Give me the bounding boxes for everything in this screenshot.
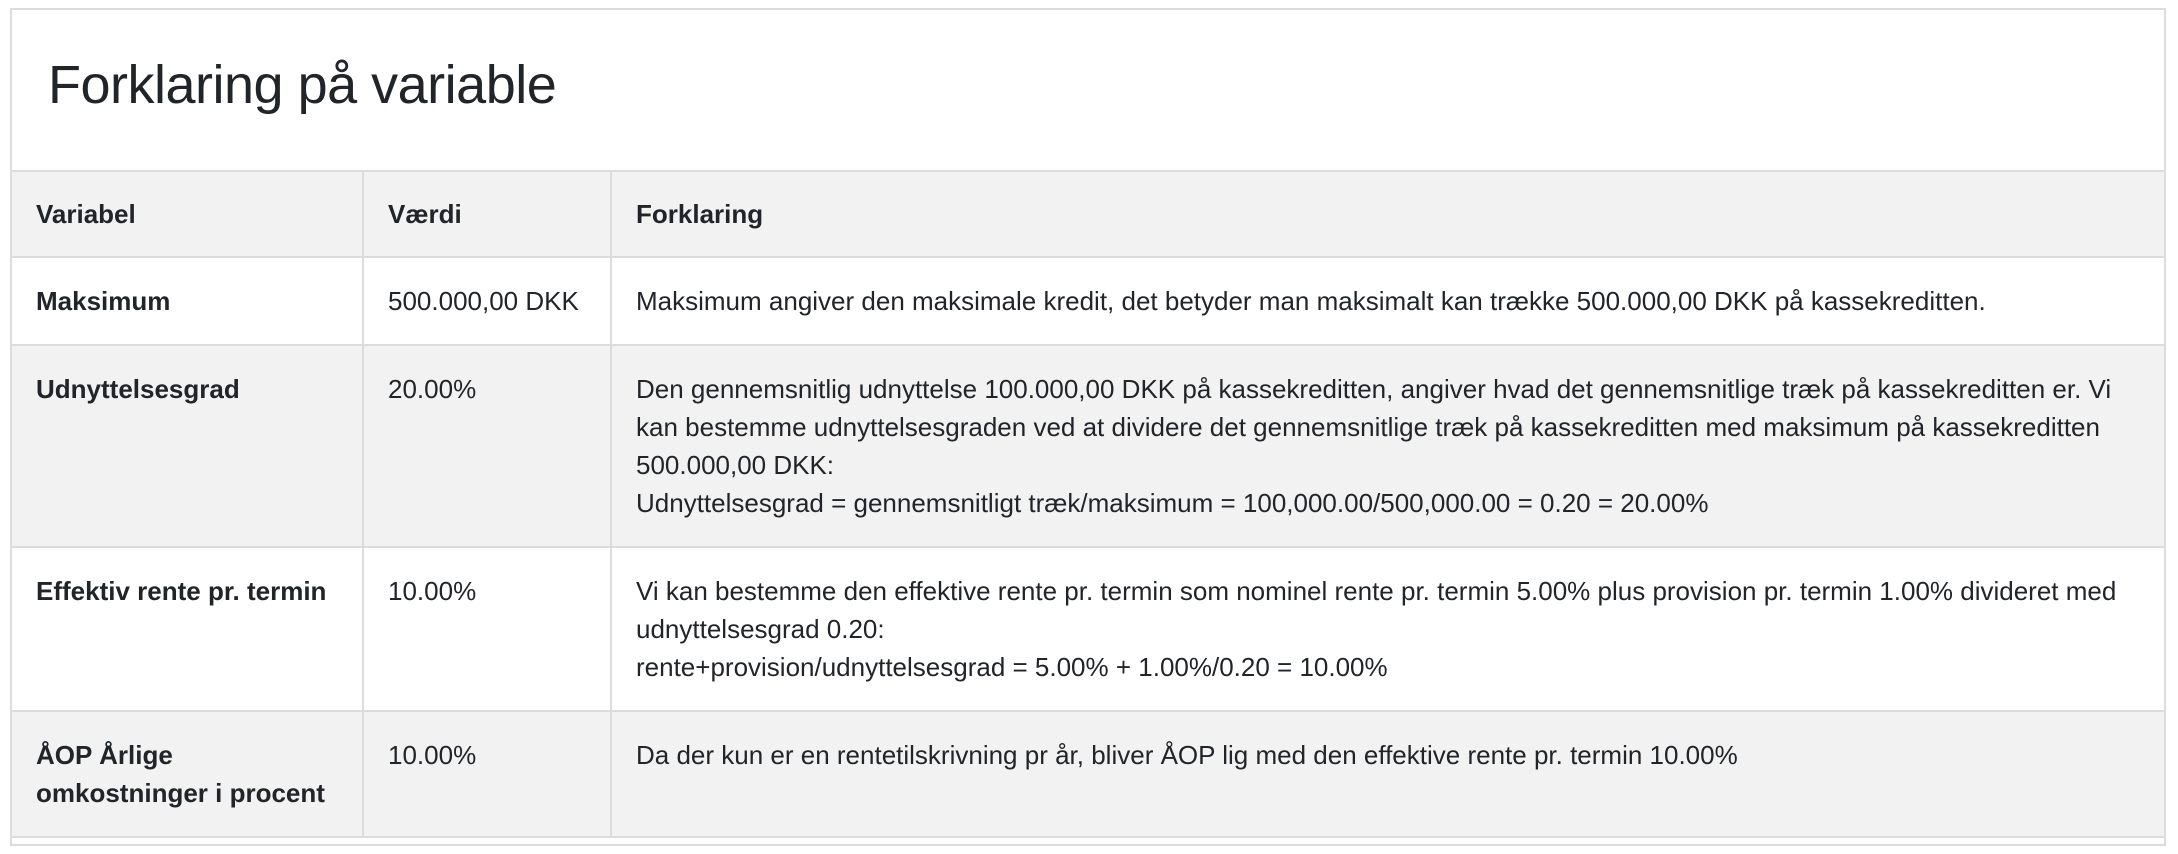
- variable-value: 10.00%: [363, 547, 611, 711]
- variable-explanation: [611, 711, 2166, 837]
- page-title: Forklaring på variable: [48, 55, 557, 115]
- variables-card: [10, 8, 2166, 846]
- explanation-line: Maksimum angiver den maksimale kredit, det betyder man maksimalt kan trække 500.000,00 DKK på kassekreditten.: [636, 286, 1986, 316]
- table-row: [11, 547, 2166, 711]
- explanation-line: Da der kun er en rentetilskrivning pr år, bliver ÅOP lig med den effektive rente pr. termin 10.00%: [636, 740, 1738, 770]
- explanation-line: Den gennemsnitlig udnyttelse 100.000,00 DKK på kassekreditten, angiver hvad det gennemsnitlige træk på kassekreditten er. Vi kan bestemme udnyttelsesgraden ved at dividere det gennemsnitlige træk på kassekreditten med maksimum på kassekreditten 500.000,00 DKK:: [636, 374, 2112, 480]
- column-header-explanation: Forklaring: [611, 171, 2166, 257]
- explanation-formula: rente+provision/udnyttelsesgrad = 5.00% + 1.00%/0.20 = 10.00%: [636, 652, 1388, 682]
- variable-explanation: [611, 257, 2166, 345]
- variable-name: Maksimum: [11, 257, 363, 345]
- variables-table: [10, 170, 2166, 838]
- variable-name: Effektiv rente pr. termin: [11, 547, 363, 711]
- variable-name: Udnyttelsesgrad: [11, 345, 363, 547]
- variable-value: 10.00%: [363, 711, 611, 837]
- explanation-line: Vi kan bestemme den effektive rente pr. termin som nominel rente pr. termin 5.00% plus provision pr. termin 1.00% divideret med udnyttelsesgrad 0.20:: [636, 576, 2117, 644]
- variable-name: ÅOP Årlige omkostninger i procent: [11, 711, 363, 837]
- variable-explanation: [611, 345, 2166, 547]
- table-row: [11, 257, 2166, 345]
- table-row: [11, 345, 2166, 547]
- table-row: [11, 711, 2166, 837]
- column-header-variable: Variabel: [11, 171, 363, 257]
- explanation-formula: Udnyttelsesgrad = gennemsnitligt træk/maksimum = 100,000.00/500,000.00 = 0.20 = 20.00%: [636, 488, 1709, 518]
- variable-explanation: [611, 547, 2166, 711]
- column-header-value: Værdi: [363, 171, 611, 257]
- variable-value: 20.00%: [363, 345, 611, 547]
- table-header-row: [11, 171, 2166, 257]
- variable-value: 500.000,00 DKK: [363, 257, 611, 345]
